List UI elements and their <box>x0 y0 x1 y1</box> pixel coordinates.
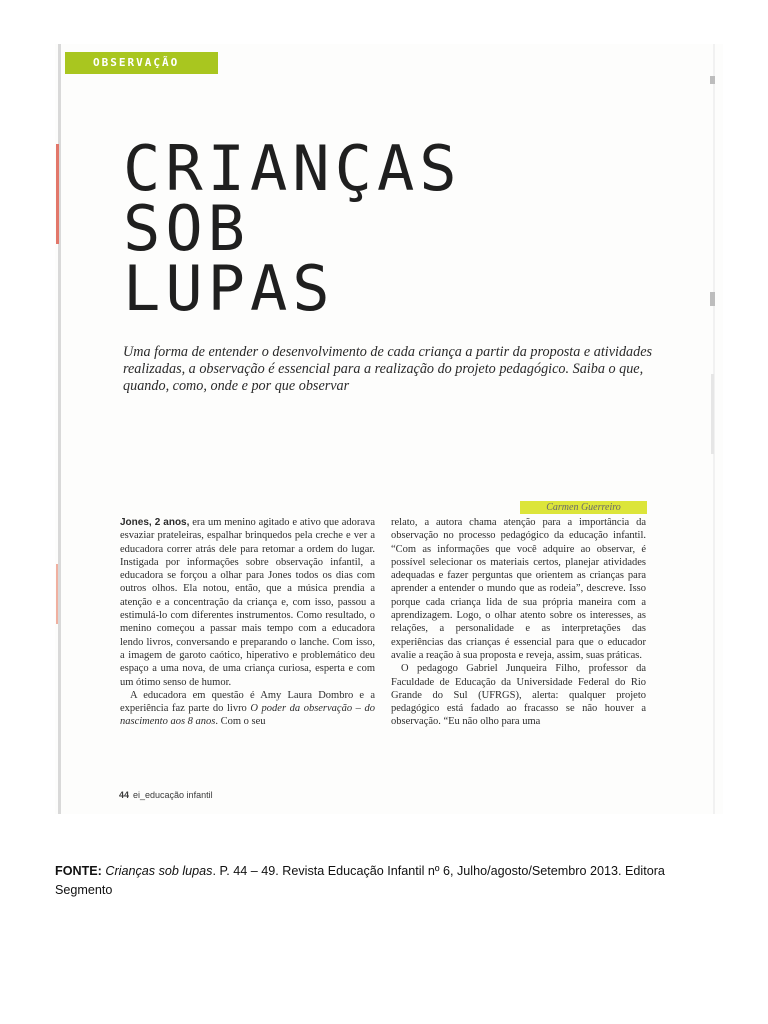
paragraph <box>120 689 375 729</box>
scan-edge-mark <box>710 76 715 84</box>
headline-line: SOB <box>123 192 250 265</box>
scan-edge-mark <box>710 292 715 306</box>
gutter-color-bleed-lower <box>56 564 58 624</box>
scanned-magazine-page <box>55 44 723 814</box>
text-column-right <box>391 516 646 729</box>
page-number: 44 <box>119 790 130 800</box>
paragraph: O pedagogo Gabriel Junqueira Filho, professor da Faculdade de Educação da Universidade Federal do Rio Grande do Sul (UFRGS), alerta: qualquer projeto pedagógico está fadado ao fracasso se não houver a observação. “Eu não olho para uma <box>391 663 646 728</box>
headline-line: LUPAS <box>123 252 335 325</box>
scan-edge-mark <box>711 374 714 454</box>
paragraph-text: . Com o seu <box>215 716 266 728</box>
text-column-left <box>120 516 375 729</box>
source-label: FONTE: <box>55 864 102 878</box>
headline-line: CRIANÇAS <box>123 132 462 205</box>
page-folio <box>119 790 213 800</box>
article-lede: Uma forma de entender o desenvolvimento de cada criança a partir da proposta e atividades realizadas, a observação é essencial para a realização do projeto pedagógico. Saiba o que, quando, como, onde e por que observar <box>123 344 653 394</box>
article-headline <box>123 132 462 325</box>
source-details: . P. 44 – 49. Revista Educação Infantil nº 6, Julho/agosto/Setembro 2013. Editora Segmento <box>55 864 665 897</box>
paragraph: relato, a autora chama atenção para a importância da observação no processo pedagógico da educação infantil. “Com as informações que você adquire ao observar, é possível selecionar os materiais certos, planejar atividades adequadas e fazer perguntas que orientem as crianças para aprender a entender o mundo que as rodeia”, descreve. Isso porque cada criança lida de sua própria maneira com a aprendizagem. Logo, o olhar atento sobre os interesses, as relações, a personalidade e as interpretações das experiências das crianças é essencial para que o educador avalie a reação à sua proposta e reveja, assim, suas práticas. <box>391 517 646 661</box>
paragraph-text: era um menino agitado e ativo que adorava esvaziar prateleiras, espalhar brinquedos pela creche e ver a educadora correr atrás dele para retomar a ordem do lugar. Instigada por informações sobre observação infantil, a educadora se forçou a olhar para Jones todos os dias com outros olhos. Ela notou, então, que a música prendia a atenção e a concentração da criança e, com isso, passou a estimulá-lo com diferentes instrumentos. Como resultado, o menino começou a passar mais tempo com a educadora lendo livros, conversando e preparando o lanche. Com isso, a imagem de garoto caótico, hiperativo e problemático deu espaço a uma nova, de uma criança curiosa, esperta e com um ótimo senso de humor. <box>120 517 375 688</box>
paragraph <box>120 516 375 689</box>
paragraph-lead-in: Jones, 2 anos, <box>120 517 190 528</box>
source-citation <box>55 862 695 900</box>
author-byline: Carmen Guerreiro <box>520 501 647 514</box>
book-title: O poder da observação – do nascimento aos 8 anos <box>120 703 375 728</box>
section-tag: OBSERVAÇÃO <box>65 52 218 74</box>
gutter-color-bleed <box>56 144 59 244</box>
source-title: Crianças sob lupas <box>105 864 213 878</box>
paragraph-text: A educadora em questão é Amy Laura Dombro e a experiência faz parte do livro <box>120 689 375 715</box>
publication-name: ei_educação infantil <box>133 790 213 800</box>
